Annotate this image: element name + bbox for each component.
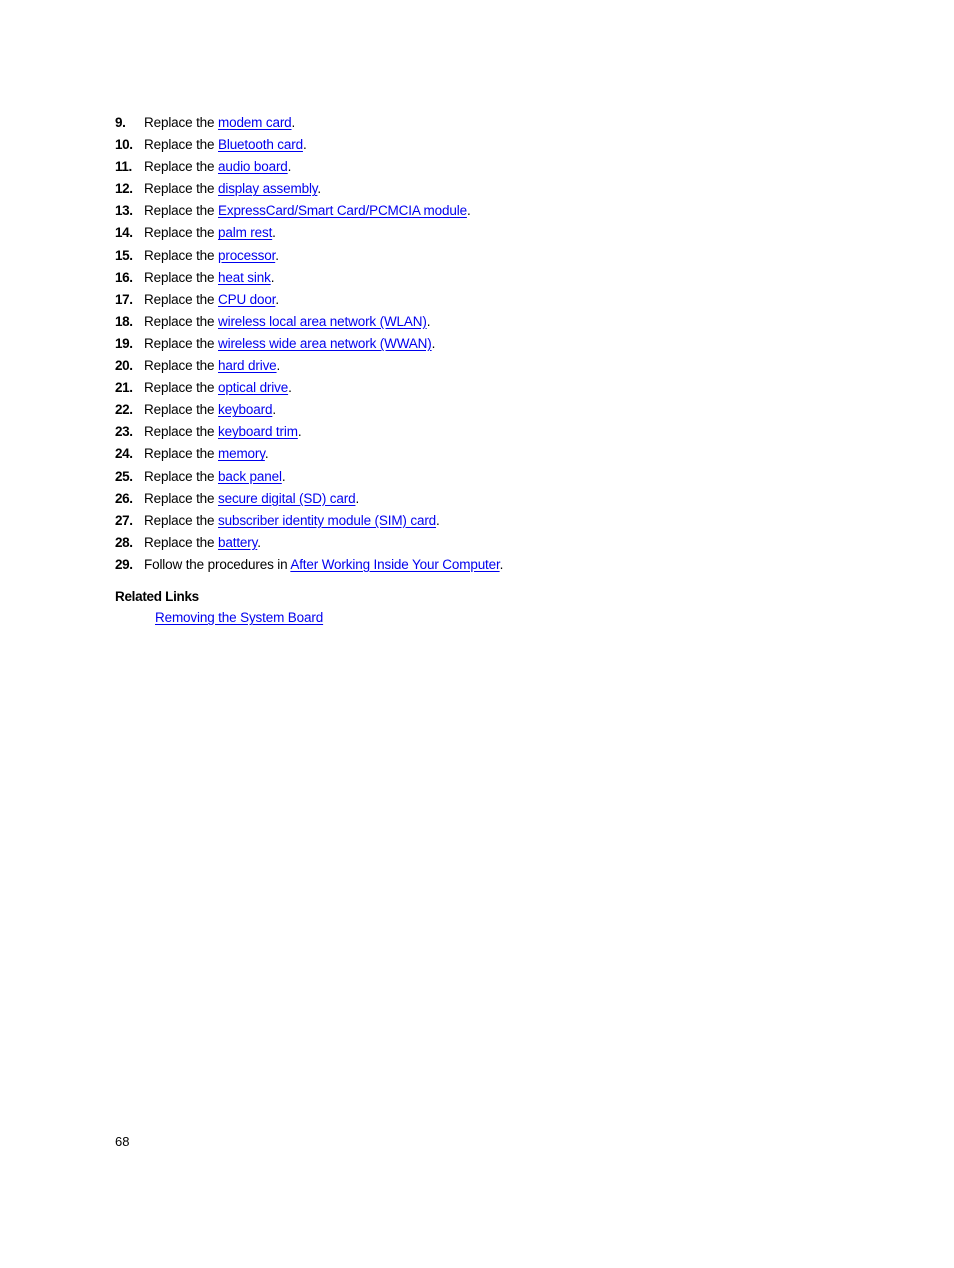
step-text xyxy=(144,313,430,331)
step-link-sim-card[interactable]: subscriber identity module (SIM) card xyxy=(218,512,437,528)
step-link-hard-drive[interactable]: hard drive xyxy=(218,358,277,374)
step-number: 19. xyxy=(115,335,133,351)
step-suffix: . xyxy=(275,291,279,307)
step-item xyxy=(115,556,503,578)
step-prefix: Replace the xyxy=(144,402,218,418)
step-prefix: Replace the xyxy=(144,468,218,484)
step-text xyxy=(144,357,280,375)
step-link-display-assembly[interactable]: display assembly xyxy=(218,181,318,197)
step-number: 16. xyxy=(115,269,133,285)
step-suffix: . xyxy=(281,468,286,484)
step-number: 21. xyxy=(115,380,133,396)
step-prefix: Replace the xyxy=(144,225,218,241)
step-text xyxy=(144,158,291,176)
step-text xyxy=(144,556,503,574)
related-links-heading: Related Links xyxy=(115,589,199,604)
step-number: 27. xyxy=(115,512,133,528)
step-text xyxy=(144,335,435,353)
step-prefix: Replace the xyxy=(144,291,218,307)
step-text xyxy=(144,490,359,508)
step-number: 28. xyxy=(115,534,133,550)
step-link-audio-board[interactable]: audio board xyxy=(218,159,288,175)
step-text xyxy=(144,269,274,287)
step-item xyxy=(115,335,503,357)
step-prefix: Replace the xyxy=(144,512,218,528)
step-number: 9. xyxy=(115,115,126,130)
step-prefix: Replace the xyxy=(144,269,218,285)
step-item xyxy=(115,202,503,224)
step-prefix: Replace the xyxy=(144,335,218,351)
step-number: 29. xyxy=(115,556,133,572)
related-link-removing-system-board[interactable]: Removing the System Board xyxy=(155,610,324,625)
step-prefix: Replace the xyxy=(144,313,218,329)
step-prefix: Replace the xyxy=(144,137,218,153)
step-number: 25. xyxy=(115,468,133,484)
page-number: 68 xyxy=(115,1134,130,1149)
step-suffix: . xyxy=(272,225,276,241)
step-item xyxy=(115,313,503,335)
step-suffix: . xyxy=(264,446,269,462)
step-number: 24. xyxy=(115,446,133,462)
step-prefix: Replace the xyxy=(144,247,218,263)
step-item xyxy=(115,269,503,291)
step-suffix: . xyxy=(270,269,275,285)
step-link-keyboard-trim[interactable]: keyboard trim xyxy=(218,424,298,440)
step-text xyxy=(144,423,301,441)
step-number: 10. xyxy=(115,137,133,153)
step-number: 26. xyxy=(115,490,133,506)
step-link-memory[interactable]: memory xyxy=(218,446,265,462)
step-prefix: Replace the xyxy=(144,446,218,462)
step-prefix: Replace the xyxy=(144,490,218,506)
step-link-sd-card[interactable]: secure digital (SD) card xyxy=(218,490,356,506)
step-prefix: Replace the xyxy=(144,203,218,219)
step-suffix: . xyxy=(431,335,436,351)
step-link-palm-rest[interactable]: palm rest xyxy=(218,225,273,241)
step-item xyxy=(115,114,503,136)
step-suffix: . xyxy=(302,137,307,153)
step-number: 15. xyxy=(115,247,133,263)
step-prefix: Follow the procedures in xyxy=(144,556,291,572)
step-link-processor[interactable]: processor xyxy=(218,247,276,263)
related-link-item xyxy=(155,609,323,627)
step-number: 13. xyxy=(115,203,133,219)
step-link-keyboard[interactable]: keyboard xyxy=(218,402,273,418)
step-text xyxy=(144,136,307,154)
step-text xyxy=(144,202,471,220)
related-links-list xyxy=(155,609,323,627)
step-item xyxy=(115,224,503,246)
step-text xyxy=(144,401,276,419)
step-prefix: Replace the xyxy=(144,534,218,550)
step-suffix: . xyxy=(288,380,292,396)
step-link-optical-drive[interactable]: optical drive xyxy=(218,380,289,396)
step-text xyxy=(144,114,295,132)
step-prefix: Replace the xyxy=(144,380,218,396)
step-prefix: Replace the xyxy=(144,424,218,440)
step-suffix: . xyxy=(317,181,321,197)
step-link-cpu-door[interactable]: CPU door xyxy=(218,291,276,307)
step-suffix: . xyxy=(287,159,292,175)
step-text xyxy=(144,291,279,309)
step-link-expresscard-module[interactable]: ExpressCard/Smart Card/PCMCIA module xyxy=(218,203,467,219)
procedure-steps-list xyxy=(115,114,503,578)
step-item xyxy=(115,534,503,556)
step-item xyxy=(115,247,503,269)
step-link-battery[interactable]: battery xyxy=(218,534,258,550)
step-link-modem-card[interactable]: modem card xyxy=(218,115,292,130)
step-suffix: . xyxy=(272,402,276,418)
step-number: 22. xyxy=(115,402,133,418)
step-item xyxy=(115,512,503,534)
step-link-wlan[interactable]: wireless local area network (WLAN) xyxy=(218,313,427,329)
step-link-after-working-inside[interactable]: After Working Inside Your Computer xyxy=(290,556,500,572)
step-suffix: . xyxy=(257,534,261,550)
step-text xyxy=(144,445,268,463)
step-item xyxy=(115,490,503,512)
step-suffix: . xyxy=(466,203,471,219)
step-link-back-panel[interactable]: back panel xyxy=(218,468,282,484)
step-link-heat-sink[interactable]: heat sink xyxy=(218,269,271,285)
step-suffix: . xyxy=(291,115,296,130)
step-item xyxy=(115,357,503,379)
step-suffix: . xyxy=(426,313,431,329)
step-item xyxy=(115,136,503,158)
step-prefix: Replace the xyxy=(144,115,218,130)
step-suffix: . xyxy=(499,556,504,572)
step-text xyxy=(144,468,285,486)
step-item xyxy=(115,158,503,180)
step-number: 12. xyxy=(115,181,133,197)
step-suffix: . xyxy=(276,358,281,374)
step-number: 17. xyxy=(115,291,133,307)
step-item xyxy=(115,423,503,445)
step-item xyxy=(115,468,503,490)
step-item xyxy=(115,180,503,202)
step-text xyxy=(144,180,321,198)
step-text xyxy=(144,534,261,552)
step-text xyxy=(144,247,279,265)
step-suffix: . xyxy=(297,424,302,440)
step-item xyxy=(115,379,503,401)
step-item xyxy=(115,401,503,423)
step-text xyxy=(144,379,292,397)
step-number: 23. xyxy=(115,424,133,440)
step-suffix: . xyxy=(436,512,440,528)
step-prefix: Replace the xyxy=(144,358,218,374)
step-suffix: . xyxy=(275,247,279,263)
step-link-wwan[interactable]: wireless wide area network (WWAN) xyxy=(218,335,432,351)
step-item xyxy=(115,445,503,467)
step-text xyxy=(144,512,440,530)
step-link-bluetooth-card[interactable]: Bluetooth card xyxy=(218,137,303,153)
step-item xyxy=(115,291,503,313)
step-number: 18. xyxy=(115,313,133,329)
step-number: 20. xyxy=(115,358,133,374)
step-number: 14. xyxy=(115,225,133,241)
step-suffix: . xyxy=(355,490,360,506)
step-prefix: Replace the xyxy=(144,159,218,175)
step-number: 11. xyxy=(115,159,132,175)
step-text xyxy=(144,224,276,242)
step-prefix: Replace the xyxy=(144,181,218,197)
